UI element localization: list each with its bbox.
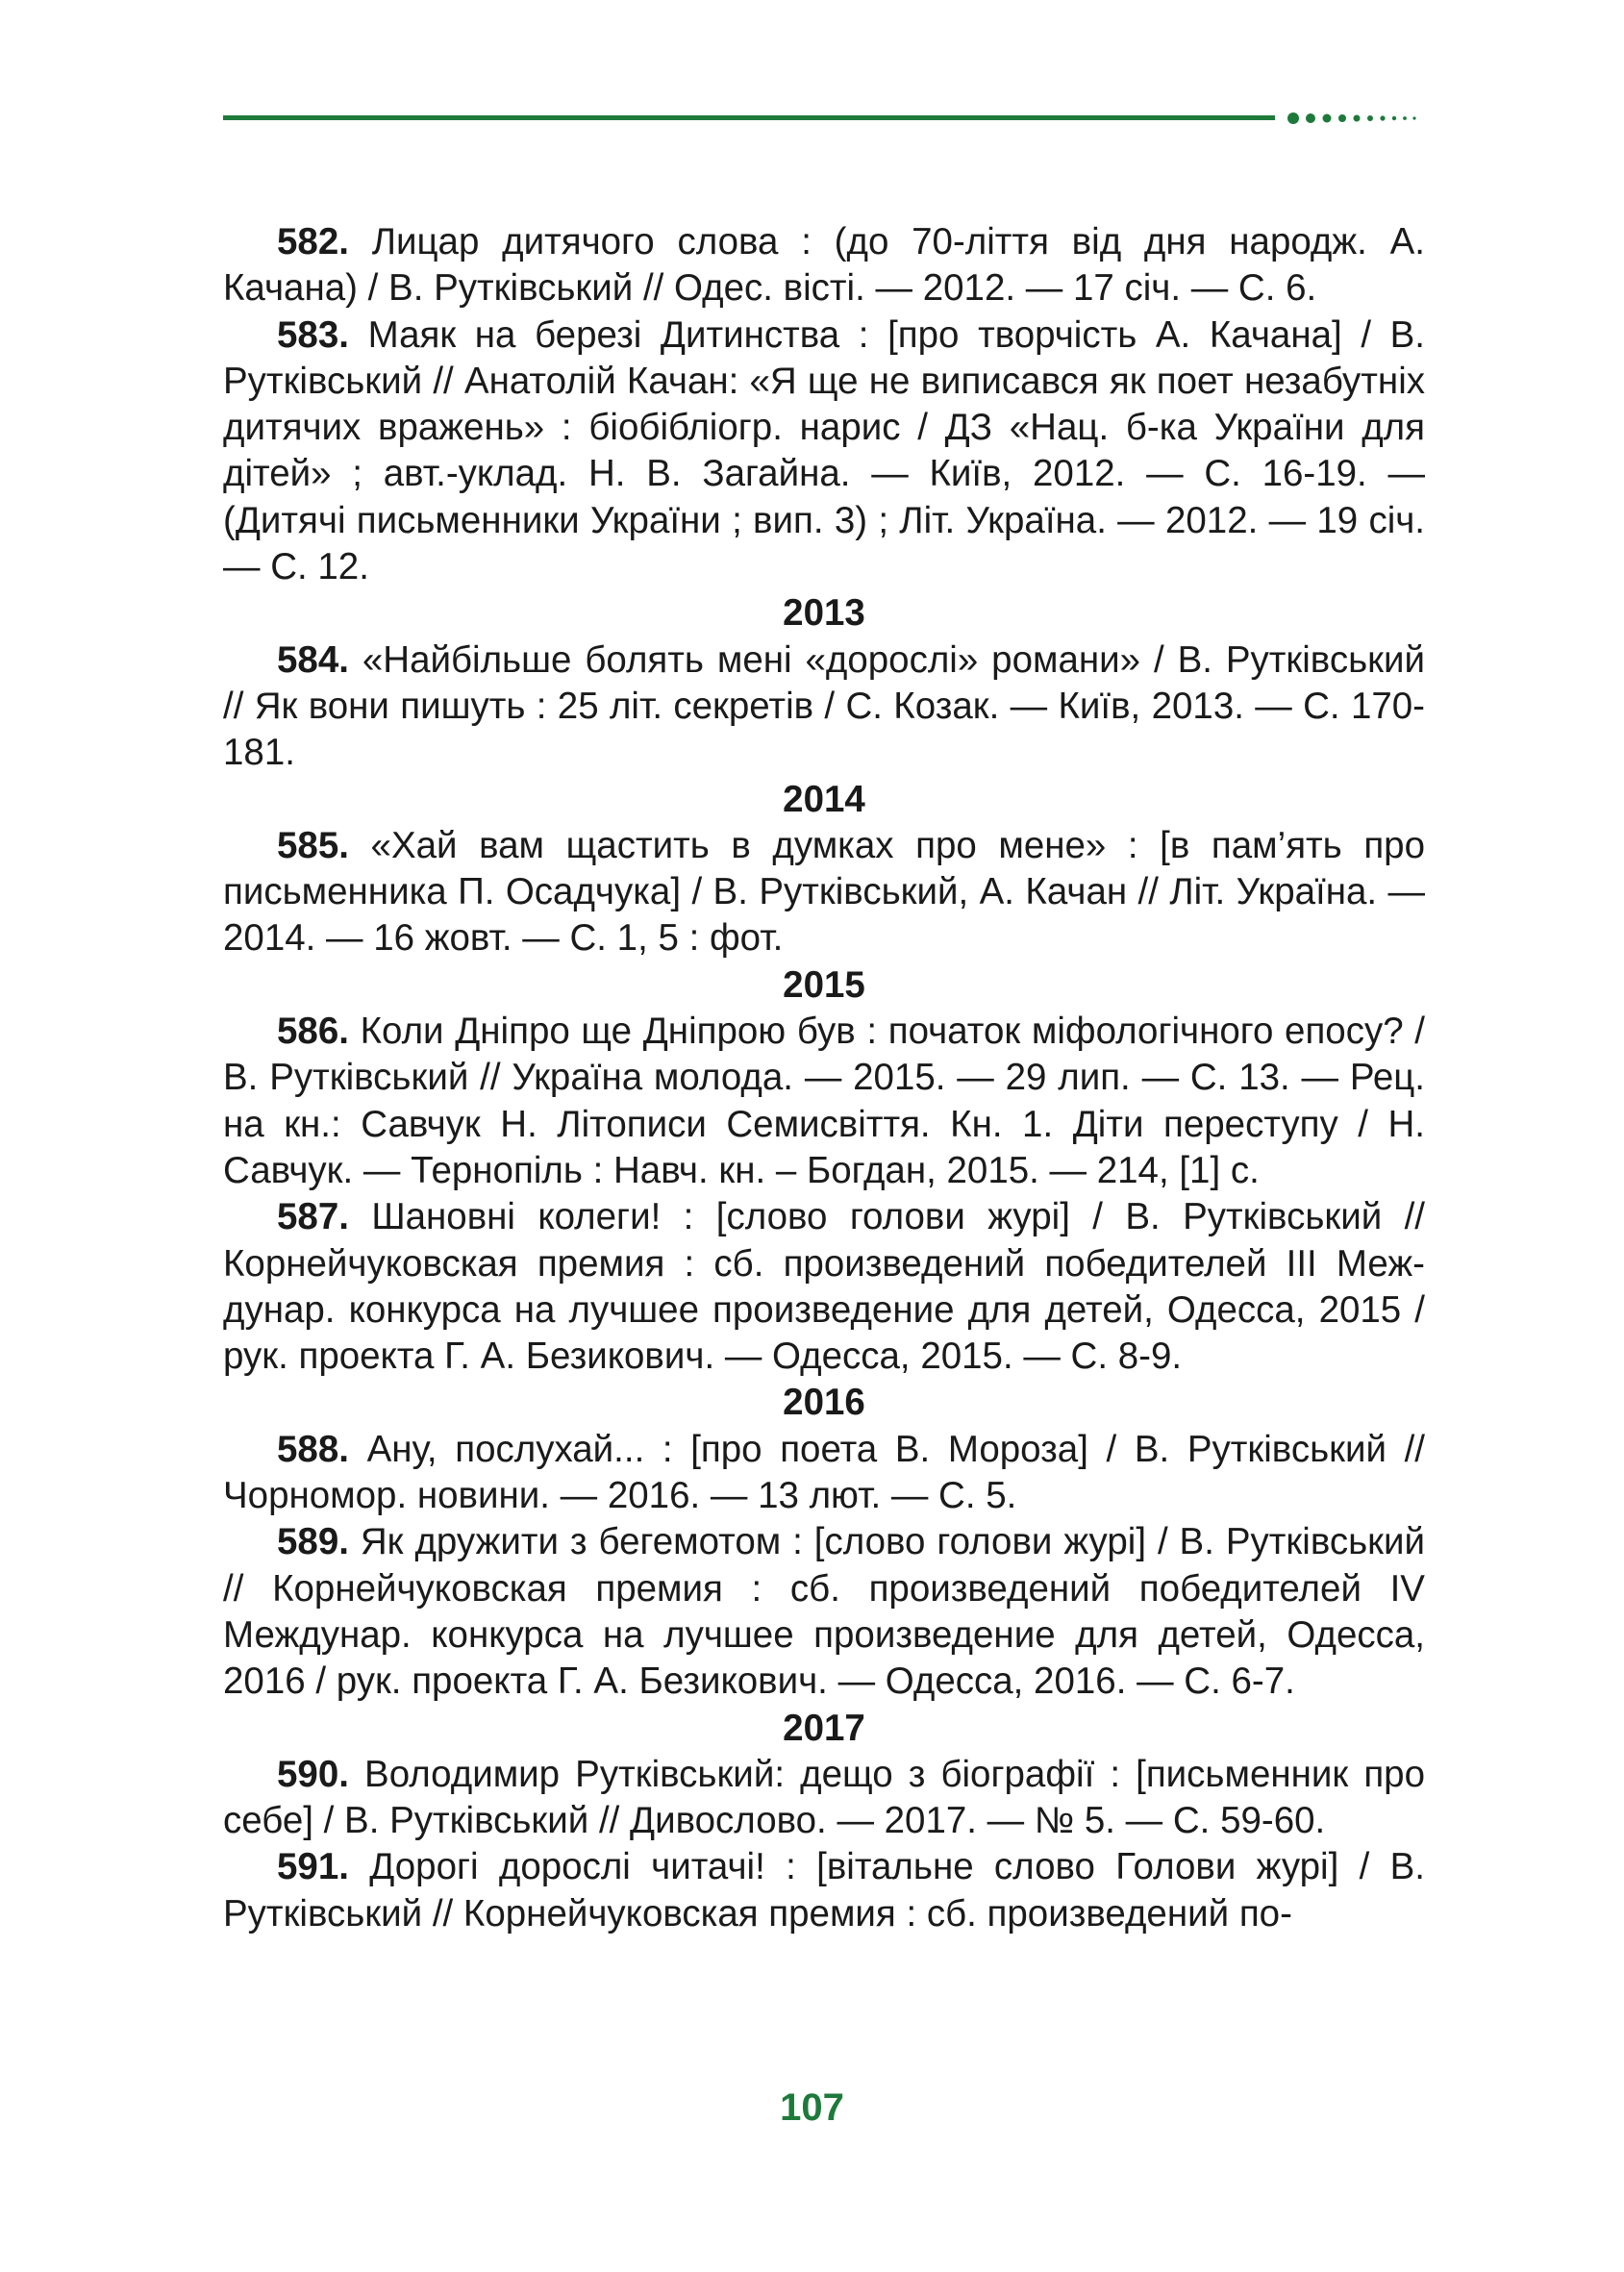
entry-number: 591. (277, 1846, 349, 1888)
page-number: 107 (780, 2086, 844, 2129)
year-heading: 2015 (783, 963, 865, 1006)
entry-text: «Найбільше болять мені «дорослі» романи» / В. Рутківський // Як вони пишуть : 25 літ. секретів / С. Козак. — Київ, 2013. — С. 170-181. (223, 638, 1425, 774)
entry-number: 582. (277, 221, 349, 262)
entry-text: Ану, послухай... : [про поета В. Мороза] / В. Рутківський // Чорномор. новини. — 2016. — 13 лют. — С. 5. (223, 1428, 1425, 1517)
year-heading: 2017 (783, 1707, 865, 1749)
entry-text: Як дружити з бегемотом : [слово голови журі] / В. Рутківський // Корнейчуковская премия : сб. произведений победителей IV Междунар. конкурса на лучшее произведение для детей, Одесса, 2016 / рук. проекта Г. А. Безикович. — Одесса, 2016. — С. 6-7. (223, 1521, 1426, 1703)
bibliography-entry (223, 1427, 1425, 1520)
year-heading: 2016 (783, 1382, 865, 1424)
entry-text: Коли Дніпро ще Дніпрою був : початок міфологічного епосу? / В. Рутківський // Україна молода. — 2015. — 29 лип. — С. 13. — Рец. на кн.: Савчук Н. Літописи Семисвіття. Кн. 1. Діти переступу / Н. Савчук. — Тернопіль : Навч. кн. – Богдан, 2015. — 214, [1] с. (223, 1011, 1425, 1191)
header-dots-ornament (1287, 111, 1431, 126)
entry-text: «Хай вам щастить в думках про мене» : [в пам’ять про письменника П. Осадчука] / В. Рутківський, А. Качан // Літ. Україна. — 2014. — 16 жовт. — С. 1, 5 : фот. (223, 824, 1425, 960)
bibliography-entry (223, 1844, 1425, 1937)
entry-number: 586. (277, 1011, 349, 1053)
bibliography-entry (223, 219, 1425, 312)
bibliography-entry (223, 312, 1425, 591)
bibliography-entry (223, 1009, 1425, 1194)
entry-text: Володимир Рутківський: дещо з біографії : [письменник про себе] / В. Рутківський // Дивослово. — 2017. — № 5. — С. 59-60. (223, 1753, 1425, 1842)
bibliography-entry (223, 1194, 1425, 1380)
bibliography-entry (223, 823, 1425, 962)
bibliography-list (223, 219, 1425, 1937)
bibliography-entry (223, 1752, 1425, 1845)
entry-text: Лицар дитячого слова : (до 70-ліття від дня народж. А. Качана) / В. Рутківський // Одес. вісті. — 2012. — 17 січ. — С. 6. (223, 221, 1425, 310)
bibliography-entry (223, 1519, 1425, 1705)
year-heading: 2014 (783, 778, 865, 820)
header-rule (223, 115, 1275, 120)
entry-number: 585. (277, 824, 349, 866)
entry-number: 589. (277, 1521, 349, 1563)
entry-text: Маяк на березі Дитинства : [про творчість А. Качана] / В. Рутківський // Анатолій Качан: «Я ще не виписався як поет незабутніх дитячих вражень» : біобібліогр. нарис / ДЗ «Нац. б-ка України для дітей» ; авт.-уклад. Н. В. Загайна. — Київ, 2012. — С. 16-19. — (Дитячі письменники України ; вип. 3) ; Літ. Україна. — 2012. — 19 січ. — С. 12. (223, 313, 1425, 588)
entry-number: 588. (277, 1428, 349, 1470)
entry-text: Шановні колеги! : [слово голови журі] / В. Рутківський // Корнейчуковская премия : сб. произведений победителей III Междунар. конкурса на лучшее произведение для детей, Одесса, 2015 / рук. проекта Г. А. Безикович. — Одесса, 2015. — С. 8-9. (223, 1196, 1426, 1378)
entry-number: 587. (277, 1196, 349, 1238)
entry-number: 590. (277, 1753, 349, 1795)
entry-text: Дорогі дорослі читачі! : [вітальне слово Голови журі] / В. Рутківський // Корнейчуковская премия : сб. произведений по- (223, 1846, 1425, 1935)
entry-number: 583. (277, 313, 349, 356)
year-heading: 2013 (783, 592, 865, 635)
bibliography-entry (223, 637, 1425, 777)
entry-number: 584. (277, 638, 349, 681)
